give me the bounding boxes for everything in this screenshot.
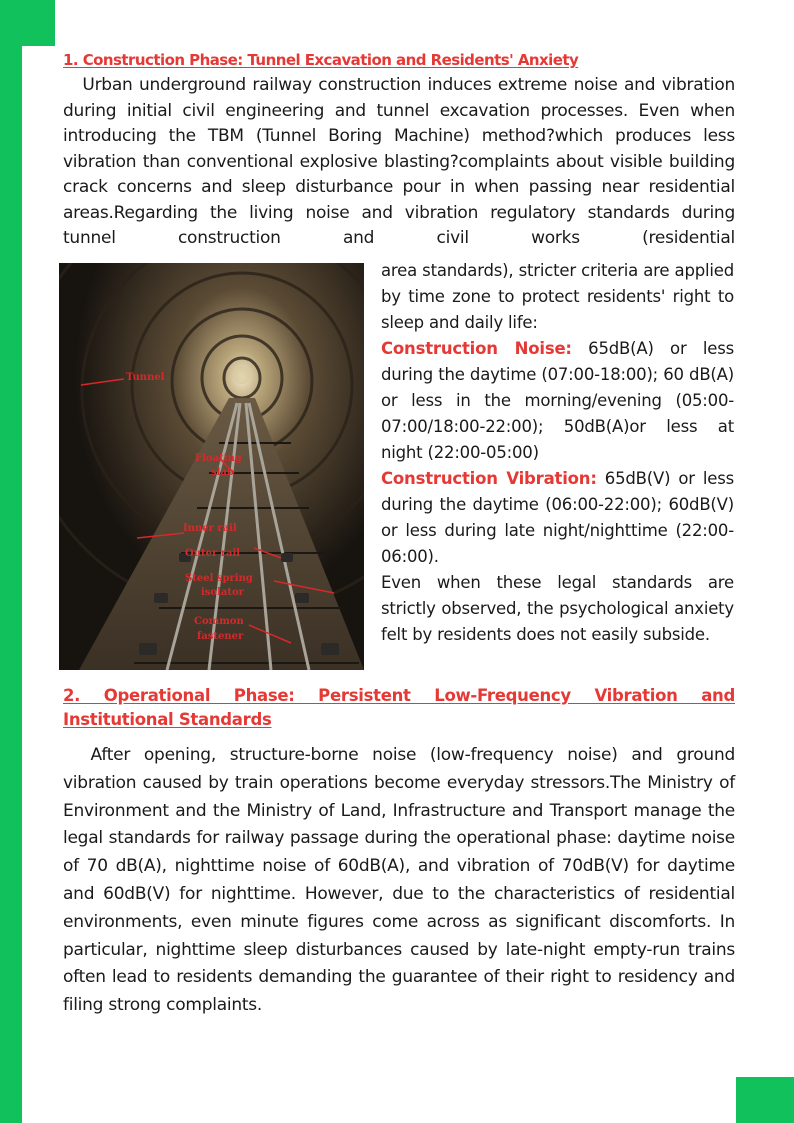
- label-floating: Floating: [195, 453, 242, 464]
- label-common: Common: [194, 616, 244, 627]
- left-green-bar: [0, 0, 22, 1123]
- construction-vibration-label: Construction Vibration:: [381, 469, 597, 488]
- construction-noise-text: 65dB(A) or less during the daytime (07:00-18:00); 60 dB(A) or less in the morning/evening (05:00-07:00/18:00-22:00); 50dB(A)or less at night (22:00-05:00): [381, 339, 735, 462]
- side-continued-text: area standards), stricter criteria are applied by time zone to protect residents' right to sleep and daily life:: [381, 261, 734, 332]
- top-green-tab: [22, 0, 55, 46]
- label-slab: slab: [211, 467, 234, 478]
- construction-vibration-text: 65dB(V) or less during the daytime (06:00-22:00); 60dB(V) or less during late night/nighttime (22:00- 06:00).: [381, 469, 734, 566]
- side-closing-text: Even when these legal standards are strictly observed, the psychological anxiety felt by residents does not easily subside.: [381, 573, 734, 644]
- label-steel-spring: Steel spring: [185, 573, 253, 584]
- bottom-right-green-square: [736, 1077, 794, 1123]
- section2-heading: 2. Operational Phase: Persistent Low-Frequency Vibration and Institutional Standards: [63, 686, 735, 729]
- label-fastener: fastener: [197, 631, 244, 642]
- tunnel-track-photo: [59, 263, 364, 670]
- construction-noise-label: Construction Noise:: [381, 339, 572, 358]
- section1-intro: [63, 73, 735, 252]
- label-tunnel: Tunnel: [126, 372, 165, 383]
- label-outer-rail: Outer rail: [185, 548, 241, 559]
- section2-body-text: After opening, structure-borne noise (low-frequency noise) and ground vibration caused by train operations become everyday stressors.The Ministry of Environment and the Ministry of Land, Infrastructure and Transport manage the legal standards for railway passage during the operational phase: daytime noise of 70 dB(A), nighttime noise of 60dB(A), and vibration of 70dB(V) for daytime and 60dB(V) for nighttime. However, due to the characteristics of residential environments, even minute figures come across as significant discomforts. In particular, nighttime sleep disturbances caused by late-night empty-run trains often lead to residents demanding the guarantee of their right to residency and filing strong complaints.: [63, 745, 736, 1016]
- section1-intro-text: Urban underground railway construction induces extreme noise and vibration during initial civil engineering and tunnel excavation processes. Even when introducing the TBM (Tunnel Boring Machine) method?which produces less vibration than conventional explosive blasting?complaints about visible building crack concerns and sleep disturbance pour in when passing near residential areas.Regarding the living noise and vibration regulatory standards during tunnel construction and civil works (residential: [63, 75, 735, 248]
- label-isolator: isolator: [201, 587, 244, 598]
- section1-heading: 1. Construction Phase: Tunnel Excavation and Residents' Anxiety: [63, 51, 579, 69]
- section1-side-column: [381, 258, 734, 648]
- label-inner-rail: Inner rail: [183, 523, 237, 534]
- section2-body: [63, 742, 735, 1020]
